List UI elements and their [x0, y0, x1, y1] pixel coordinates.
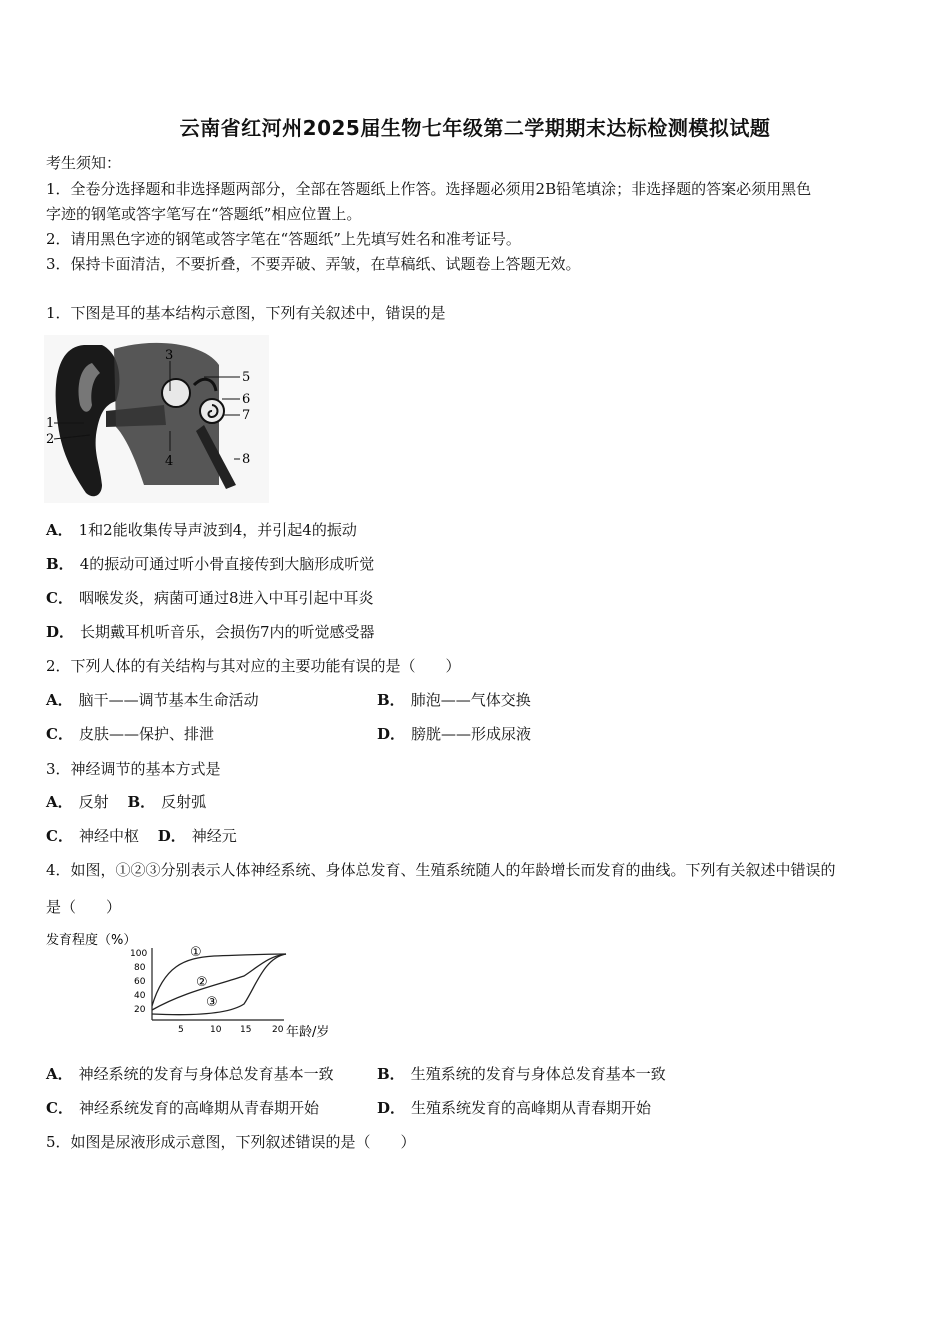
y-tick-label: 60: [134, 977, 146, 987]
option-label: D．: [157, 827, 186, 845]
option-label: C．: [46, 589, 73, 607]
x-tick-label: 10: [210, 1025, 222, 1035]
growth-curve-figure: [44, 926, 364, 1046]
y-tick-label: 20: [134, 1005, 146, 1015]
option-c: [46, 1097, 319, 1118]
curve-neural: [152, 954, 286, 1006]
option-b: [46, 553, 374, 574]
option-label: C．: [46, 725, 73, 743]
question-4-stem: 4．如图，①②③分别表示人体神经系统、身体总发育、生殖系统随人的年龄增长而发育的曲线。下列有关叙述中错误的: [46, 861, 836, 879]
ear-label: 7: [242, 408, 251, 423]
option-a: [46, 519, 357, 540]
x-tick-label: 20: [272, 1025, 284, 1035]
option-d: [377, 723, 531, 744]
option-label: A．: [46, 793, 73, 811]
option-text: 脑干——调节基本生命活动: [78, 691, 259, 709]
curve-label: ①: [190, 945, 202, 960]
curve-label: ③: [206, 995, 218, 1010]
option-text: 生殖系统的发育与身体总发育基本一致: [410, 1065, 666, 1083]
option-row: [46, 825, 237, 846]
ear-label: 5: [242, 370, 251, 385]
y-tick-label: 80: [134, 963, 146, 973]
option-label: B．: [46, 555, 74, 573]
option-label: B．: [377, 691, 405, 709]
option-text: 1和2能收集传导声波到4，并引起4的振动: [78, 521, 357, 539]
option-text: 膀胱——形成尿液: [411, 725, 532, 743]
option-text: 神经元: [191, 827, 237, 845]
page-title: 云南省红河州2025届生物七年级第二学期期末达标检测模拟试题: [179, 116, 771, 140]
option-text: 长期戴耳机听音乐，会损伤7内的听觉感受器: [80, 623, 375, 641]
ear-label: 6: [242, 392, 251, 407]
option-text: 反射: [78, 793, 109, 811]
option-d: [377, 1097, 651, 1118]
ear-label: 1: [46, 416, 55, 431]
option-text: 神经中枢: [78, 827, 139, 845]
ear-label: 3: [165, 348, 174, 363]
option-label: B．: [127, 793, 156, 811]
option-label: B．: [377, 1065, 405, 1083]
option-text: 生殖系统发育的高峰期从青春期开始: [411, 1099, 652, 1117]
option-label: C．: [46, 1099, 73, 1117]
option-text: 皮肤——保护、排泄: [78, 725, 214, 743]
option-label: A．: [46, 1065, 73, 1083]
y-tick-label: 100: [130, 949, 148, 959]
x-axis-label: 年龄/岁: [286, 1025, 330, 1040]
option-c: [46, 587, 374, 608]
question-2-stem: 2．下列人体的有关结构与其对应的主要功能有误的是（ ）: [46, 657, 461, 675]
option-a: [46, 689, 259, 710]
question-4-stem-cont: 是（ ）: [46, 898, 122, 916]
notice-item: 3．保持卡面清洁，不要折叠，不要弄破、弄皱，在草稿纸、试题卷上答题无效。: [46, 255, 581, 273]
ear-label: 2: [46, 432, 55, 447]
x-tick-label: 15: [240, 1025, 252, 1035]
notice-item: 2．请用黑色字迹的钢笔或答字笔在“答题纸”上先填写姓名和准考证号。: [46, 230, 521, 248]
ear-structure-figure: [44, 335, 269, 503]
option-label: D．: [377, 725, 406, 743]
question-1-stem: 1．下图是耳的基本结构示意图，下列有关叙述中，错误的是: [46, 304, 446, 322]
option-text: 反射弧: [161, 793, 207, 811]
option-text: 4的振动可通过听小骨直接传到大脑形成听觉: [79, 555, 375, 573]
option-text: 咽喉发炎，病菌可通过8进入中耳引起中耳炎: [78, 589, 374, 607]
ear-label: 8: [242, 452, 251, 467]
option-text: 神经系统的发育与身体总发育基本一致: [78, 1065, 334, 1083]
ear-label: 4: [165, 454, 174, 469]
notice-heading: 考生须知：: [46, 154, 122, 172]
y-tick-label: 40: [134, 991, 146, 1001]
option-label: A．: [46, 691, 73, 709]
option-label: A．: [46, 521, 73, 539]
option-label: D．: [377, 1099, 406, 1117]
option-c: [46, 723, 214, 744]
x-tick-label: 5: [178, 1025, 184, 1035]
option-a: [46, 1063, 334, 1084]
question-3-stem: 3．神经调节的基本方式是: [46, 760, 221, 778]
y-axis-label: 发育程度（%）: [46, 933, 137, 948]
option-b: [377, 1063, 666, 1084]
option-text: 肺泡——气体交换: [410, 691, 531, 709]
curve-body: [152, 954, 286, 1010]
option-label: D．: [46, 623, 75, 641]
option-text: 神经系统发育的高峰期从青春期开始: [78, 1099, 319, 1117]
option-row: [46, 791, 206, 812]
curve-label: ②: [196, 975, 208, 990]
option-d: [46, 621, 375, 642]
question-5-stem: 5．如图是尿液形成示意图，下列叙述错误的是（ ）: [46, 1133, 416, 1151]
notice-item: 字迹的钢笔或答字笔写在“答题纸”相应位置上。: [46, 205, 362, 223]
option-b: [377, 689, 531, 710]
option-label: C．: [46, 827, 73, 845]
notice-item: 1．全卷分选择题和非选择题两部分，全部在答题纸上作答。选择题必须用2B铅笔填涂；非选择题的答案必须用黑色: [46, 180, 812, 198]
